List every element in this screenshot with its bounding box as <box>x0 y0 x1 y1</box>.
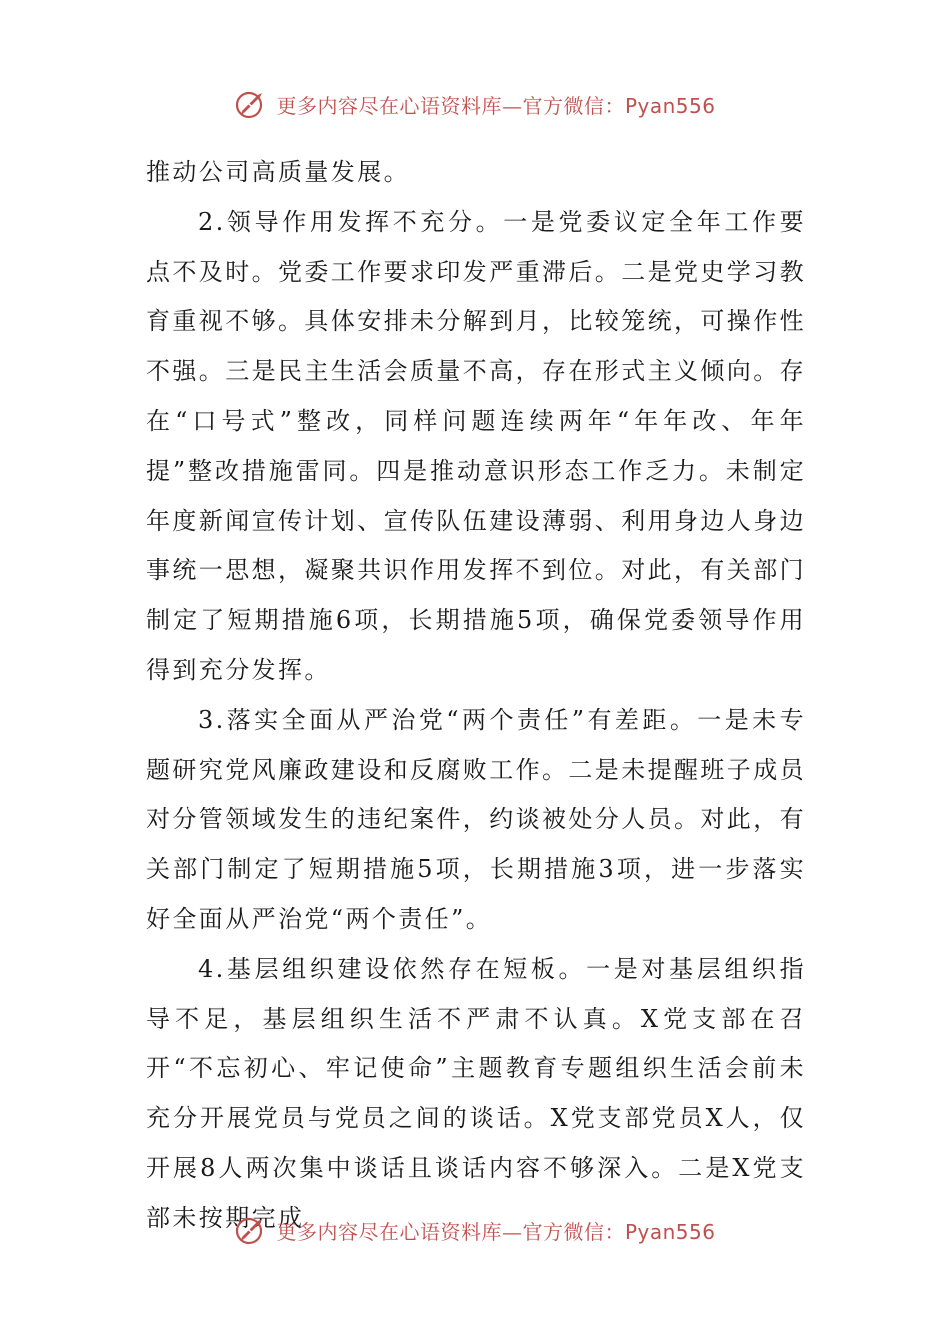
document-body <box>146 148 806 1244</box>
header-watermark <box>0 84 950 124</box>
paragraph-item-4: 4.基层组织建设依然存在短板。一是对基层组织指导不足，基层组织生活不严肃不认真。X党支部在召开“不忘初心、牢记使命”主题教育专题组织生活会前未充分开展党员与党员之间的谈话。X党支部党员X人，仅开展8人两次集中谈话且谈话内容不够深入。二是X党支部未按期完成 <box>146 954 806 1232</box>
watermark-text: 更多内容尽在心语资料库—官方微信：Pyan556 <box>276 93 716 118</box>
paragraph-item-3: 3.落实全面从严治党“两个责任”有差距。一是未专题研究党风廉政建设和反腐败工作。二是未提醒班子成员对分管领域发生的违纪案件，约谈被处分人员。对此，有关部门制定了短期措施5项，长期措施3项，进一步落实好全面从严治党“两个责任”。 <box>146 705 806 933</box>
pen-logo-icon <box>234 1213 268 1247</box>
pen-logo-icon <box>234 87 268 121</box>
paragraph-continuation: 推动公司高质量发展。 <box>146 158 410 186</box>
watermark-text: 更多内容尽在心语资料库—官方微信：Pyan556 <box>276 1219 716 1244</box>
paragraph-item-2: 2.领导作用发挥不充分。一是党委议定全年工作要点不及时。党委工作要求印发严重滞后。二是党史学习教育重视不够。具体安排未分解到月，比较笼统，可操作性不强。三是民主生活会质量不高，存在形式主义倾向。存在“口号式”整改，同样问题连续两年“年年改、年年提”整改措施雷同。四是推动意识形态工作乏力。未制定年度新闻宣传计划、宣传队伍建设薄弱、利用身边人身边事统一思想，凝聚共识作用发挥不到位。对此，有关部门制定了短期措施6项，长期措施5项，确保党委领导作用得到充分发挥。 <box>146 207 806 684</box>
footer-watermark <box>0 1210 950 1250</box>
